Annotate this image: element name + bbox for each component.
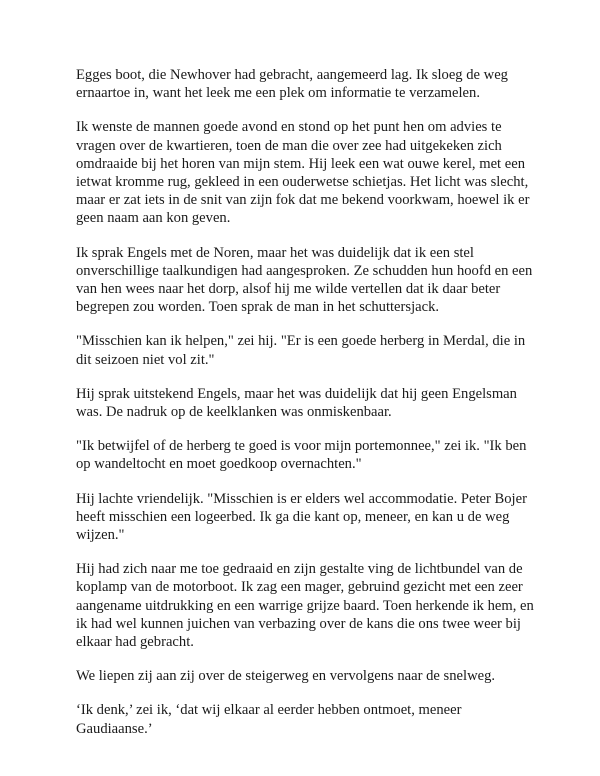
text-body [76, 66, 538, 754]
paragraph: Hij sprak uitstekend Engels, maar het was duidelijk dat hij geen Engelsman was. De nadruk op de keelklanken was onmiskenbaar. [76, 385, 517, 421]
paragraph: Egges boot, die Newhover had gebracht, aangemeerd lag. Ik sloeg de weg ernaartoe in, want het leek me een plek om informatie te verzamelen. [76, 67, 508, 102]
paragraph: Hij lachte vriendelijk. "Misschien is er elders wel accommodatie. Peter Bojer heeft misschien een logeerbed. Ik ga die kant op, meneer, en kan u de weg wijzen." [76, 490, 527, 544]
paragraph: Hij had zich naar me toe gedraaid en zijn gestalte ving de lichtbundel van de koplamp van de motorboot. Ik zag een mager, gebruind gezicht met een zeer aangename uitdrukking en een warrige grijze baard. Toen herkende ik hem, en ik had wel kunnen juichen van verbazing over de kans die ons twee weer bij elkaar had gebracht. [76, 561, 534, 651]
paragraph: "Misschien kan ik helpen," zei hij. "Er is een goede herberg in Merdal, die in dit seizoen niet vol zit." [76, 333, 526, 368]
paragraph: "Ik betwijfel of de herberg te goed is voor mijn portemonnee," zei ik. "Ik ben op wandeltocht en moet goedkoop overnachten." [76, 438, 527, 473]
paragraph: Ik sprak Engels met de Noren, maar het was duidelijk dat ik een stel onverschillige taalkundigen had aangesproken. Ze schudden hun hoofd en een van hen wees naar het dorp, alsof hij me wilde vertellen dat ik daar beter begrepen zou worden. Toen sprak de man in het schuttersjack. [76, 244, 533, 316]
paragraph: Ik wenste de mannen goede avond en stond op het punt hen om advies te vragen over de kwartieren, toen de man die over zee had uitgekeken zich omdraaide bij het horen van mijn stem. Hij leek een wat ouwe kerel, met een ietwat kromme rug, gekleed in een ouderwetse schietjas. Het licht was slecht, maar er zat iets in de snit van zijn fok dat me bekend voorkwam, hoewel ik er geen naam aan kon geven. [76, 119, 530, 227]
paragraph: ‘Ik denk,’ zei ik, ‘dat wij elkaar al eerder hebben ontmoet, meneer Gaudiaanse.’ [76, 702, 462, 737]
paragraph: We liepen zij aan zij over de steigerweg en vervolgens naar de snelweg. [76, 668, 496, 685]
